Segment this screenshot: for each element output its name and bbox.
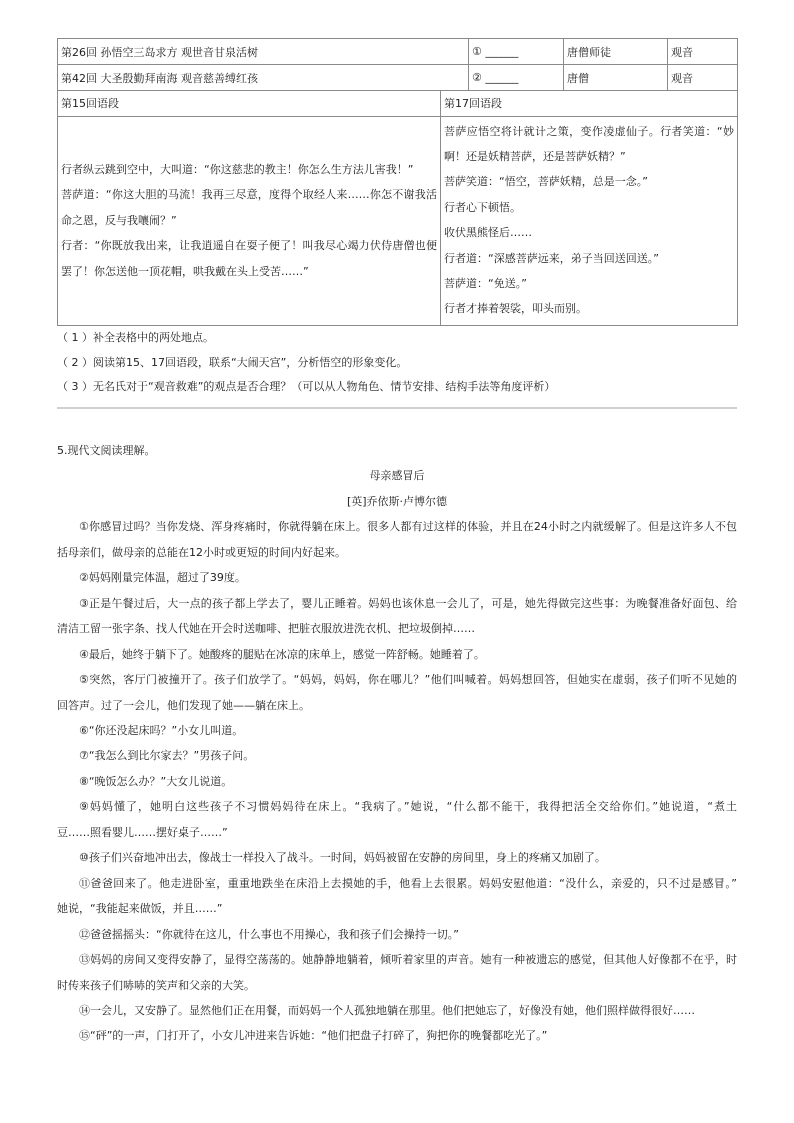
text-line: 菩萨应悟空将计就计之策，变作凌虚仙子。行者笑道：“妙 [444,124,734,138]
article-paragraph-6 [57,718,737,743]
text-line: ⑭一会儿，又安静了。显然他们正在用餐，而妈妈一个人孤独地躺在那里。他们把她忘了，好像没有她，他们照样做得很好…… [79,1003,695,1017]
text-line: 菩萨笑道：“悟空，菩萨妖精，总是一念。” [444,175,648,189]
article-paragraph-5 [57,667,737,718]
characters-cell: 唐僧 [564,65,668,91]
passage-17-paragraph-3 [444,195,734,220]
passage-15-paragraph-2 [61,182,437,233]
text-line: 行者才捧着袈裟，叩头而别。 [444,302,587,316]
text-line: ⑦“我怎么到比尔家去？”男孩子问。 [79,749,255,763]
text-line: 菩萨道：“免送。” [444,276,527,290]
article-title: 母亲感冒后 [369,469,425,483]
passage-15-text [61,157,437,284]
text-line: ⑤突然，客厅门被撞开了。孩子们放学了。“妈妈，妈妈，你在哪儿？”他们叫喊着。妈妈想回答，但她实在虚弱，孩子们听不见她的 [79,673,737,687]
text-line: ⑥“你还没起床吗？”小女儿叫道。 [79,723,244,737]
article-paragraph-13 [57,947,737,998]
helper-cell: 观音 [668,65,738,91]
article-paragraph-15 [57,1023,737,1048]
text-line: ⑪爸爸回来了。他走进卧室，重重地跌坐在床沿上去摸她的手，他看上去很累。妈妈安慰他道：“没什么，亲爱的，只不过是感冒。” [79,876,737,890]
passage-17-paragraph-4 [444,220,734,245]
text-line: ⑬妈妈的房间又变得安静了，显得空荡荡的。她静静地躺着，倾听着家里的声音。她有一种被遗忘的感觉，但其他人好像都不在乎，时 [79,953,737,967]
section-divider [57,407,737,409]
text-line: ⑨妈妈懂了，她明白这些孩子不习惯妈妈待在床上。“我病了。”她说，“什么都不能干，我得把活全交给你们。”她说道，“煮土 [79,800,737,814]
article-paragraph-4 [57,642,737,667]
passage-17-paragraph-6 [444,271,734,296]
passage-17-paragraph-2 [444,169,734,194]
chapter-cell: 第26回 孙悟空三岛求方 观世音甘泉活树 [58,39,469,65]
article-paragraph-8 [57,769,737,794]
question-1: （ 1 ）补全表格中的两处地点。 [57,331,214,344]
passage-table [57,90,738,326]
text-line: 她说，“我能起来做饭，并且……” [57,902,223,916]
text-line: 行者：“你既放我出来，让我逍遥自在耍子便了！叫我尽心竭力伏侍唐僧也便 [61,239,437,253]
passage-17-cell [441,116,738,325]
text-line: 括母亲们，做母亲的总能在12小时或更短的时间内好起来。 [57,545,346,559]
text-line: 收伏黑熊怪后…… [444,226,532,240]
header-passage-15: 第15回语段 [58,90,441,116]
text-line: ②妈妈刚量完体温，超过了39度。 [79,571,246,585]
passage-17-paragraph-1 [444,119,734,170]
helper-cell: 观音 [668,39,738,65]
characters-cell: 唐僧师徒 [564,39,668,65]
table-row [58,39,738,65]
article-paragraph-10 [57,845,737,870]
text-line: 回答声。过了一会儿，他们发现了她——躺在床上。 [57,698,310,712]
article-body [57,514,737,1049]
section-heading: 5.现代文阅读理解。 [57,444,156,457]
table-header-row [58,90,738,116]
question-2: （ 2 ）阅读第15、17回语段，联系“大闹天宫”，分析悟空的形象变化。 [57,355,408,369]
text-line: ⑩孩子们兴奋地冲出去，像战士一样投入了战斗。一时间，妈妈被留在安静的房间里，身上的疼痛又加剧了。 [79,851,606,865]
question-list [57,326,737,400]
passage-15-paragraph-1 [61,157,437,182]
text-line: 行者心下顿悟。 [444,200,521,214]
article-paragraph-7 [57,743,737,768]
article-paragraph-1 [57,514,737,565]
text-line: 行者道：“深感菩萨远来，弟子当回送回送。” [444,251,659,265]
chapter-cell: 第42回 大圣殷勤拜南海 观音慈善缚红孩 [58,65,469,91]
text-line: 时传来孩子们哧哧的笑声和父亲的大笑。 [57,978,255,992]
text-line: 清洁工留一张字条、找人代她在开会时送咖啡、把脏衣服放进洗衣机、把垃圾倒掉…… [57,622,475,636]
text-line: 命之恩，反与我嚷闹？” [61,213,177,227]
text-line: ⑮“砰”的一声，门打开了，小女儿冲进来告诉她：“他们把盘子打碎了，狗把你的晚餐都吃光了。” [79,1029,548,1043]
text-line: ④最后，她终于躺下了。她酸疼的腿贴在冰凉的床单上，感觉一阵舒畅。她睡着了。 [79,647,485,661]
text-line: 罢了！你怎送他一顶花帽，哄我戴在头上受苦……” [61,264,309,278]
passage-15-paragraph-3 [61,233,437,284]
text-line: 啊！还是妖精菩萨，还是菩萨妖精？” [444,149,626,163]
text-line: ①你感冒过吗？当你发烧、浑身疼痛时，你就得躺在床上。很多人都有过这样的体验，并且在24小时之内就缓解了。但是这许多人不包 [79,520,737,534]
article-author: [英]乔依斯·卢博尔德 [346,494,448,508]
passage-15-cell [58,116,441,325]
place-blank-cell: ① ______ [469,39,564,65]
question-3: （ 3 ）无名氏对于“观音救难”的观点是否合理？（可以从人物角色、情节安排、结构手法等角度评析） [57,380,556,393]
article-paragraph-3 [57,591,737,642]
text-line: ⑧“晚饭怎么办？”大女儿说道。 [79,774,233,788]
table-row [58,116,738,325]
table-row [58,65,738,91]
passage-17-text [444,119,734,322]
text-line: ③正是午餐过后，大一点的孩子都上学去了，婴儿正睡着。妈妈也该休息一会儿了，可是，她先得做完这些事：为晚餐准备好面包、给 [79,596,737,610]
article-paragraph-11 [57,871,737,922]
article-paragraph-14 [57,998,737,1023]
article-paragraph-9 [57,794,737,845]
text-line: ⑫爸爸摇摇头：“你就待在这儿，什么事也不用操心，我和孩子们会操持一切。” [79,927,459,941]
article-paragraph-2 [57,565,737,590]
text-line: 行者纵云跳到空中，大叫道：“你这慈悲的教主！你怎么生方法儿害我！” [61,162,414,176]
text-line: 菩萨道：“你这大胆的马流！我再三尽意，度得个取经人来……你怎不谢我活 [61,188,437,202]
reading-section [57,438,737,1049]
header-passage-17: 第17回语段 [441,90,738,116]
place-blank-cell: ② ______ [469,65,564,91]
text-line: 豆……照看婴儿……摆好桌子……” [57,825,228,839]
passage-17-paragraph-5 [444,246,734,271]
passage-17-paragraph-7 [444,296,734,321]
chapter-table [57,38,738,91]
article-paragraph-12 [57,922,737,947]
